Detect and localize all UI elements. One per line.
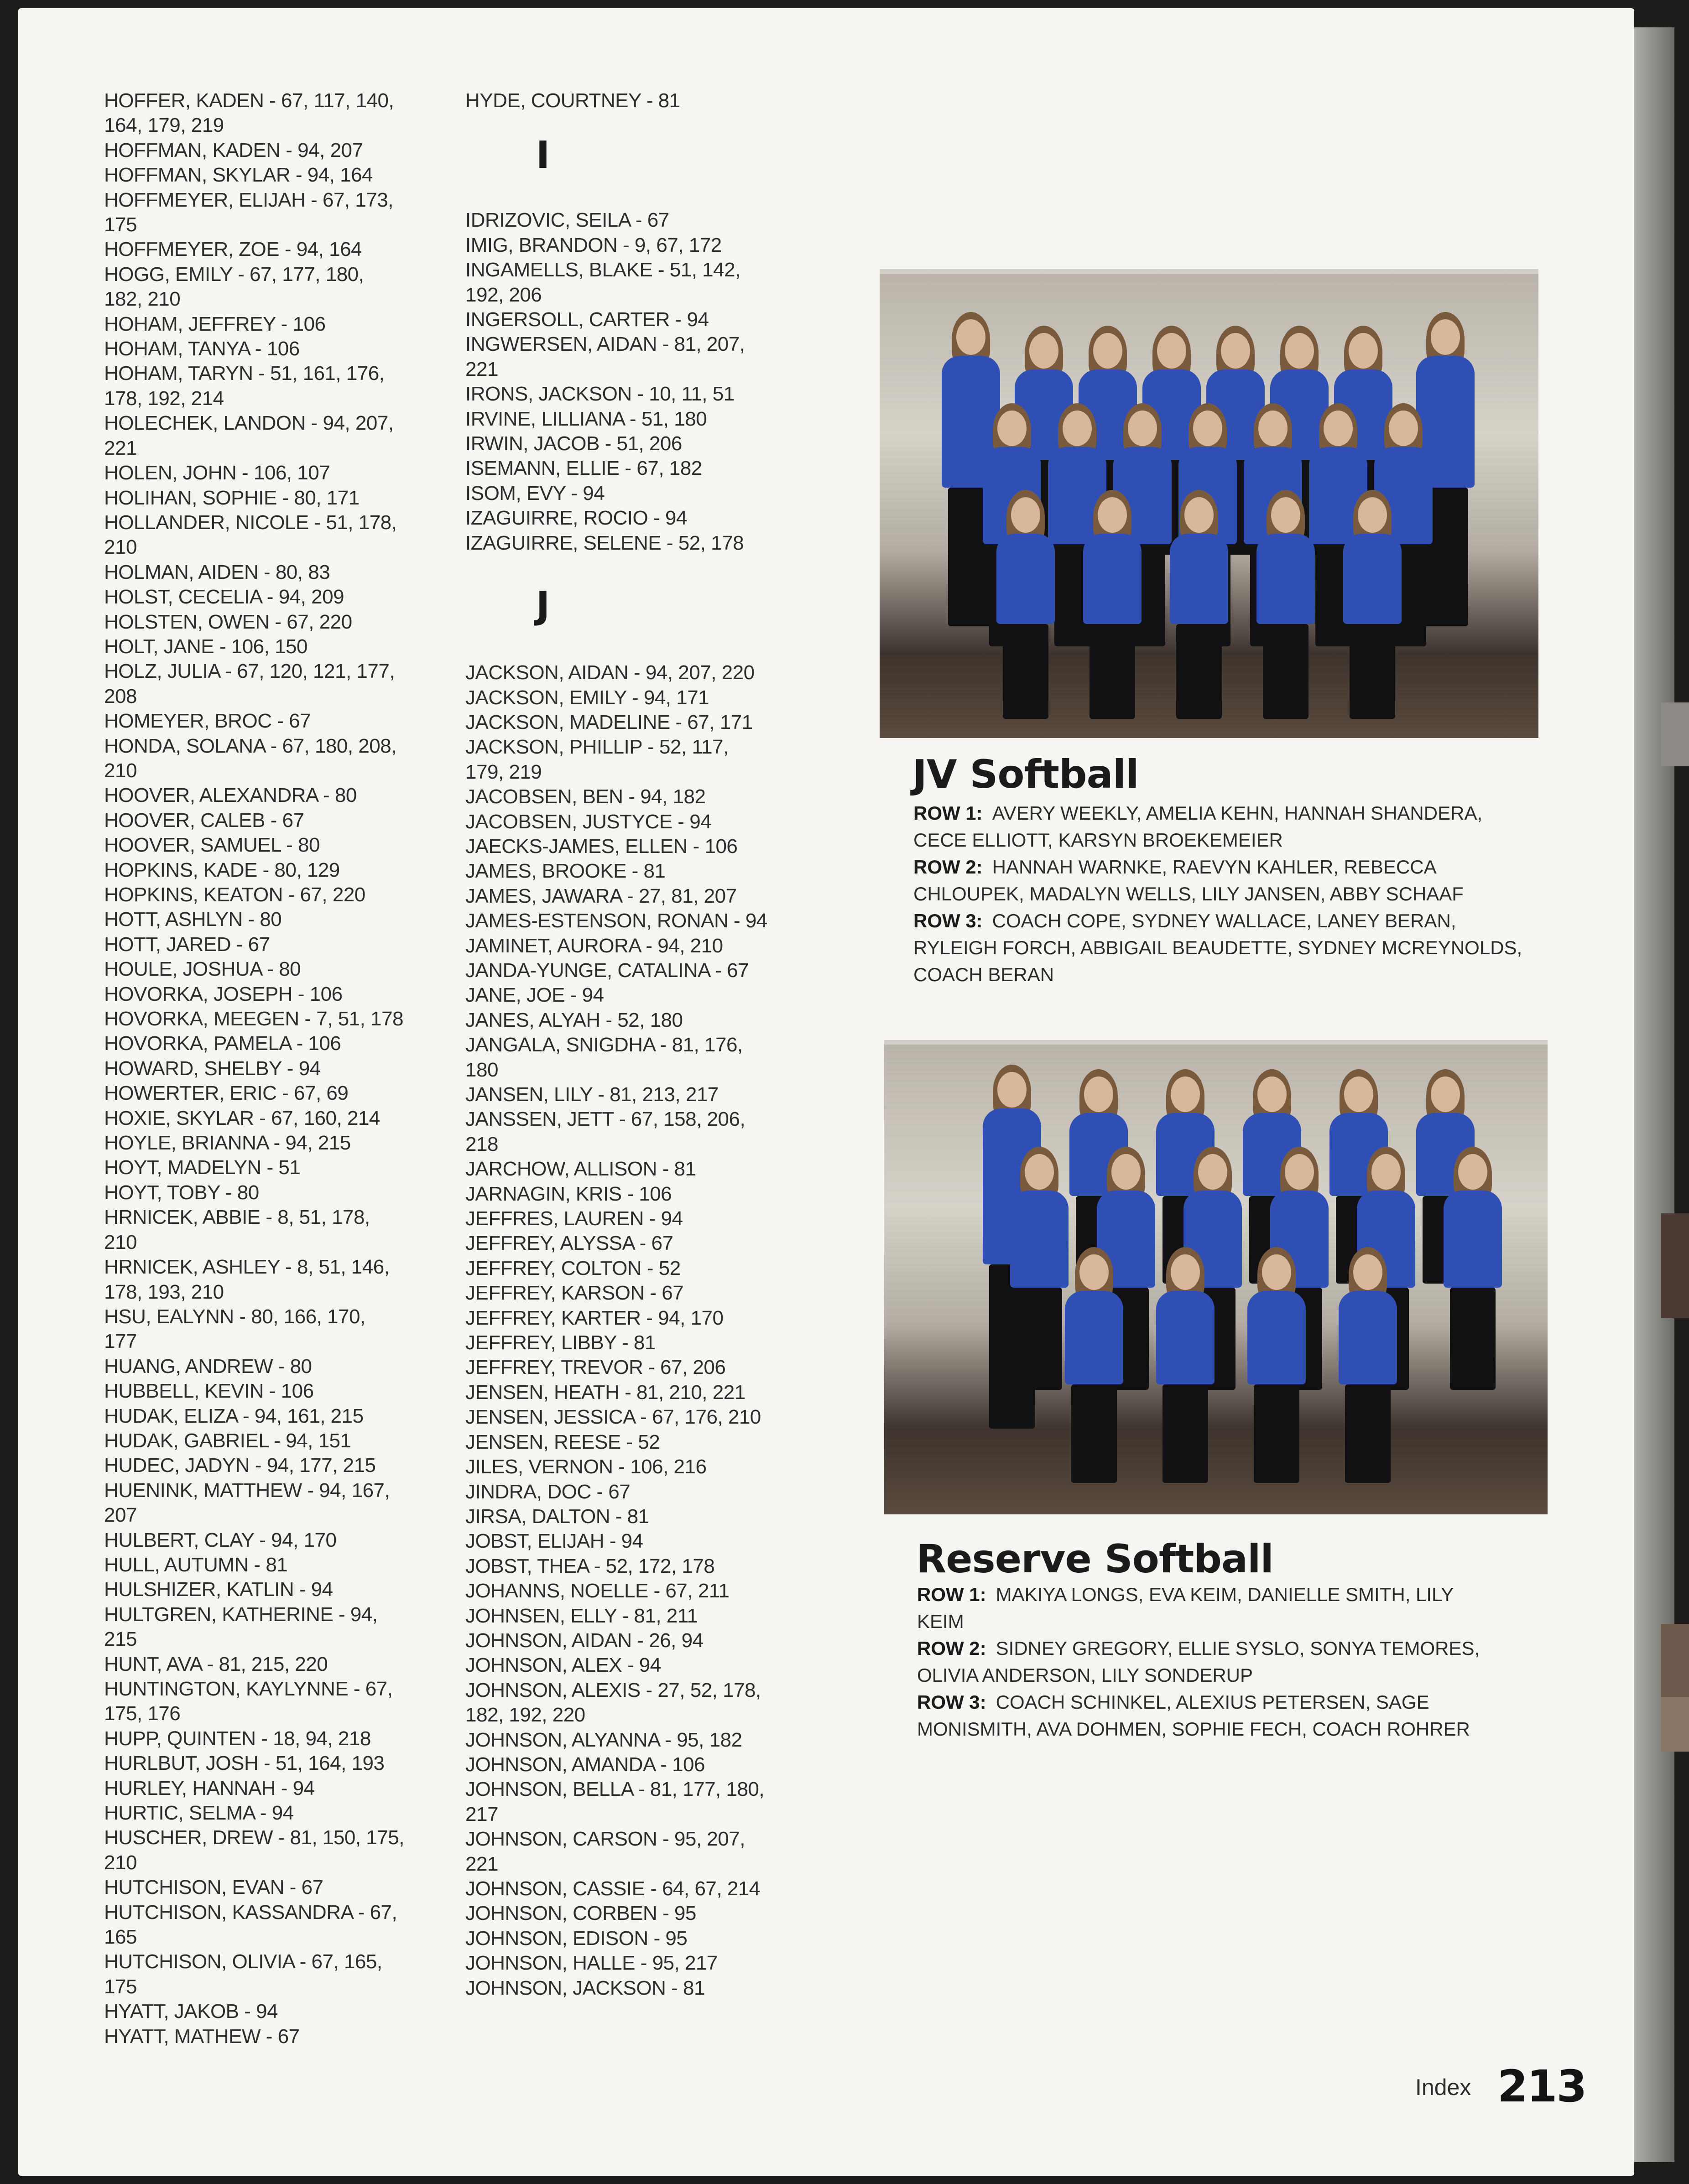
- index-entry: JOHNSON, CARSON - 95, 207,: [465, 1828, 745, 1851]
- index-entry: JIRSA, DALTON - 81: [465, 1505, 649, 1528]
- row-label: ROW 3:: [913, 910, 983, 931]
- index-entry: HULSHIZER, KATLIN - 94: [104, 1578, 333, 1601]
- index-entry: HOFFMEYER, ZOE - 94, 164: [104, 238, 362, 261]
- index-entry: IRONS, JACKSON - 10, 11, 51: [465, 383, 735, 406]
- index-entry: HOLEN, JOHN - 106, 107: [104, 462, 330, 484]
- row-names: MAKIYA LONGS, EVA KEIM, DANIELLE SMITH, LILY: [996, 1584, 1454, 1605]
- index-entry: 175: [104, 213, 137, 236]
- index-entry: 175: [104, 1975, 137, 1998]
- row-names: CHLOUPEK, MADALYN WELLS, LILY JANSEN, ABBY SCHAAF: [913, 883, 1464, 905]
- index-entry: 180: [465, 1058, 498, 1081]
- index-entry: JOBST, ELIJAH - 94: [465, 1530, 643, 1553]
- book-edge-tab: [1661, 702, 1689, 766]
- jv-softball-team-photo: [880, 269, 1538, 738]
- row-names: COACH SCHINKEL, ALEXIUS PETERSEN, SAGE: [996, 1691, 1429, 1713]
- row-label: ROW 2:: [913, 856, 983, 878]
- index-entry: JOHNSON, JACKSON - 81: [465, 1976, 705, 1999]
- index-entry: HOGG, EMILY - 67, 177, 180,: [104, 263, 364, 286]
- index-entry: IZAGUIRRE, SELENE - 52, 178: [465, 531, 744, 554]
- index-entry: ISEMANN, ELLIE - 67, 182: [465, 457, 702, 480]
- caption-line: [913, 853, 1561, 880]
- section-letter-i: I: [536, 134, 550, 177]
- row-names: CECE ELLIOTT, KARSYN BROEKEMEIER: [913, 829, 1283, 851]
- index-entry: HOHAM, TARYN - 51, 161, 176,: [104, 362, 385, 385]
- team-member: [1336, 1250, 1400, 1496]
- index-entry: 221: [465, 1852, 498, 1875]
- index-entry: HOHAM, JEFFREY - 106: [104, 312, 326, 335]
- index-entry: HOLT, JANE - 106, 150: [104, 635, 308, 658]
- index-entry: JEFFREY, KARSON - 67: [465, 1282, 684, 1305]
- index-entry: HOPKINS, KEATON - 67, 220: [104, 884, 365, 906]
- index-entry: HOLZ, JULIA - 67, 120, 121, 177,: [104, 660, 395, 683]
- index-entry: JAMINET, AURORA - 94, 210: [465, 934, 723, 957]
- caption-line: [913, 800, 1561, 827]
- index-entry: 221: [104, 437, 137, 459]
- index-entry: JENSEN, REESE - 52: [465, 1430, 660, 1453]
- team-member: [1167, 493, 1231, 730]
- index-entry: 177: [104, 1330, 137, 1353]
- index-entry: HURLEY, HANNAH - 94: [104, 1777, 315, 1799]
- index-entry: HUSCHER, DREW - 81, 150, 175,: [104, 1826, 404, 1849]
- index-entry: HOYLE, BRIANNA - 94, 215: [104, 1132, 351, 1154]
- index-entry: JOHNSON, CORBEN - 95: [465, 1902, 696, 1925]
- index-entry: HUPP, QUINTEN - 18, 94, 218: [104, 1727, 371, 1750]
- index-entry: HOTT, ASHLYN - 80: [104, 908, 282, 931]
- index-entry: HUANG, ANDREW - 80: [104, 1355, 312, 1378]
- index-entry: JEFFREY, TREVOR - 67, 206: [465, 1356, 726, 1379]
- index-entry: 210: [104, 1851, 137, 1874]
- row-names: SIDNEY GREGORY, ELLIE SYSLO, SONYA TEMORES,: [996, 1638, 1480, 1659]
- index-entry: HULTGREN, KATHERINE - 94,: [104, 1603, 378, 1626]
- index-entry: JANSEN, LILY - 81, 213, 217: [465, 1083, 719, 1106]
- index-entry: JOHNSON, AMANDA - 106: [465, 1753, 705, 1776]
- index-entry: JANES, ALYAH - 52, 180: [465, 1009, 683, 1031]
- index-entry: JACKSON, EMILY - 94, 171: [465, 686, 709, 709]
- jv-softball-caption: [913, 800, 1561, 988]
- index-entry: HUDAK, ELIZA - 94, 161, 215: [104, 1404, 364, 1427]
- index-entry: IZAGUIRRE, ROCIO - 94: [465, 507, 687, 530]
- index-entry: JANDA-YUNGE, CATALINA - 67: [465, 959, 749, 982]
- index-entry: JAMES-ESTENSON, RONAN - 94: [465, 910, 767, 932]
- index-entry: JOHNSON, CASSIE - 64, 67, 214: [465, 1877, 760, 1900]
- index-entry: JOHNSON, ALEX - 94: [465, 1654, 661, 1677]
- index-entry: HUNT, AVA - 81, 215, 220: [104, 1653, 328, 1675]
- index-entry: JEFFRES, LAUREN - 94: [465, 1207, 683, 1230]
- index-entry: HOFFMAN, SKYLAR - 94, 164: [104, 164, 373, 187]
- index-entry: HUTCHISON, OLIVIA - 67, 165,: [104, 1950, 382, 1973]
- index-entry: JAECKS-JAMES, ELLEN - 106: [465, 835, 738, 858]
- index-entry: JILES, VERNON - 106, 216: [465, 1456, 707, 1478]
- caption-line: [913, 934, 1561, 961]
- index-entry: JOHNSEN, ELLY - 81, 211: [465, 1604, 698, 1627]
- row-label: ROW 1:: [917, 1584, 986, 1605]
- index-entry: 208: [104, 685, 137, 707]
- index-entry: HOYT, TOBY - 80: [104, 1181, 259, 1204]
- caption-line: [917, 1608, 1565, 1635]
- reserve-softball-title: Reserve Softball: [916, 1536, 1273, 1582]
- book-edge-tab: [1661, 1697, 1689, 1752]
- index-entry: HOLST, CECELIA - 94, 209: [104, 586, 344, 608]
- page-number: 213: [1497, 2061, 1586, 2112]
- index-entry: HUBBELL, KEVIN - 106: [104, 1380, 314, 1403]
- index-entry: 215: [104, 1628, 137, 1651]
- index-entry: HYATT, MATHEW - 67: [104, 2025, 300, 2048]
- index-entry: JEFFREY, LIBBY - 81: [465, 1331, 656, 1354]
- caption-line: [917, 1716, 1565, 1742]
- index-entry: JARNAGIN, KRIS - 106: [465, 1182, 672, 1205]
- index-entry: 182, 210: [104, 288, 181, 311]
- index-entry: 192, 206: [465, 283, 542, 306]
- book-edge-tab: [1661, 1624, 1689, 1701]
- index-entry: HOVORKA, MEEGEN - 7, 51, 178: [104, 1008, 404, 1030]
- index-column-1: [104, 88, 460, 2049]
- row-label: ROW 2:: [917, 1638, 986, 1659]
- index-entry: JACKSON, AIDAN - 94, 207, 220: [465, 661, 755, 684]
- index-entry: HUDAK, GABRIEL - 94, 151: [104, 1429, 351, 1452]
- index-entry: HSU, EALYNN - 80, 166, 170,: [104, 1305, 365, 1328]
- index-entry: JACKSON, MADELINE - 67, 171: [465, 711, 753, 733]
- index-entry: INGAMELLS, BLAKE - 51, 142,: [465, 259, 740, 281]
- index-entry: HURTIC, SELMA - 94: [104, 1802, 294, 1825]
- index-entry: HUTCHISON, EVAN - 67: [104, 1876, 323, 1899]
- row-names: COACH COPE, SYDNEY WALLACE, LANEY BERAN,: [992, 910, 1456, 931]
- index-entry: HOWERTER, ERIC - 67, 69: [104, 1082, 349, 1105]
- index-entry: JOHNSON, ALYANNA - 95, 182: [465, 1728, 742, 1751]
- index-entry: HOLLANDER, NICOLE - 51, 178,: [104, 511, 397, 534]
- index-entry: 217: [465, 1803, 498, 1825]
- index-entry: HUDEC, JADYN - 94, 177, 215: [104, 1454, 376, 1477]
- index-entry: JOHANNS, NOELLE - 67, 211: [465, 1580, 730, 1602]
- index-entry: JOHNSON, EDISON - 95: [465, 1927, 688, 1950]
- index-entry: JANE, JOE - 94: [465, 984, 604, 1007]
- index-entry: 182, 192, 220: [465, 1704, 585, 1726]
- index-entry: HOLECHEK, LANDON - 94, 207,: [104, 412, 394, 435]
- index-entry: HUENINK, MATTHEW - 94, 167,: [104, 1479, 390, 1502]
- index-entry: JOHNSON, BELLA - 81, 177, 180,: [465, 1778, 765, 1801]
- caption-line: [913, 907, 1561, 934]
- index-entry: 221: [465, 358, 498, 380]
- index-entry: 210: [104, 759, 137, 782]
- index-entry: JACOBSEN, BEN - 94, 182: [465, 785, 706, 808]
- team-member: [1007, 1149, 1071, 1405]
- index-entry: HOFFMAN, KADEN - 94, 207: [104, 139, 363, 161]
- jv-softball-title: JV Softball: [912, 752, 1139, 797]
- team-member: [1254, 493, 1318, 730]
- index-entry: JARCHOW, ALLISON - 81: [465, 1158, 696, 1180]
- index-entry: HYATT, JAKOB - 94: [104, 2000, 278, 2023]
- caption-line: [913, 827, 1561, 853]
- index-entry: HOXIE, SKYLAR - 67, 160, 214: [104, 1107, 380, 1129]
- index-entry: IRVINE, LILLIANA - 51, 180: [465, 407, 707, 430]
- caption-line: [917, 1662, 1565, 1689]
- row-names: OLIVIA ANDERSON, LILY SONDERUP: [917, 1664, 1253, 1686]
- index-entry: HOTT, JARED - 67: [104, 933, 270, 956]
- index-entry: 178, 193, 210: [104, 1280, 224, 1303]
- row-names: RYLEIGH FORCH, ABBIGAIL BEAUDETTE, SYDNEY MCREYNOLDS,: [913, 937, 1522, 958]
- index-entry: 210: [104, 536, 137, 559]
- index-entry: JEFFREY, COLTON - 52: [465, 1257, 681, 1279]
- index-entry: 178, 192, 214: [104, 387, 224, 410]
- caption-line: [913, 880, 1561, 907]
- index-entry: HOLMAN, AIDEN - 80, 83: [104, 561, 330, 583]
- footer-section-label: Index: [1415, 2075, 1471, 2100]
- index-entry: 164, 179, 219: [104, 114, 224, 137]
- index-entry: 179, 219: [465, 760, 542, 783]
- index-entry: INGWERSEN, AIDAN - 81, 207,: [465, 333, 745, 356]
- team-member: [1340, 493, 1404, 730]
- index-entry: HOOVER, CALEB - 67: [104, 809, 304, 832]
- index-entry: HULBERT, CLAY - 94, 170: [104, 1529, 337, 1551]
- index-entry: ISOM, EVY - 94: [465, 482, 605, 504]
- index-entry: 207: [104, 1504, 137, 1527]
- index-entry: JEFFREY, KARTER - 94, 170: [465, 1306, 724, 1329]
- index-entry: JACKSON, PHILLIP - 52, 117,: [465, 736, 729, 759]
- index-entry: HOOVER, SAMUEL - 80: [104, 834, 320, 857]
- index-entry: JAMES, BROOKE - 81: [465, 860, 666, 883]
- index-entry: HUNTINGTON, KAYLYNNE - 67,: [104, 1678, 393, 1700]
- section-letter-j: J: [536, 584, 550, 628]
- index-entry: HRNICEK, ASHLEY - 8, 51, 146,: [104, 1256, 390, 1279]
- index-entry: HOWARD, SHELBY - 94: [104, 1057, 321, 1080]
- index-entry: HONDA, SOLANA - 67, 180, 208,: [104, 734, 396, 757]
- team-member: [1153, 1250, 1217, 1496]
- index-entry: HOVORKA, JOSEPH - 106: [104, 983, 343, 1005]
- index-entry: HOFFMEYER, ELIJAH - 67, 173,: [104, 188, 393, 211]
- index-entry: JOHNSON, AIDAN - 26, 94: [465, 1629, 704, 1652]
- index-entry: 165: [104, 1926, 137, 1949]
- caption-line: [917, 1635, 1565, 1662]
- index-entry: JENSEN, JESSICA - 67, 176, 210: [465, 1406, 761, 1429]
- team-member: [1080, 493, 1144, 730]
- index-entry: JENSEN, HEATH - 81, 210, 221: [465, 1381, 745, 1404]
- index-entry: JOHNSON, HALLE - 95, 217: [465, 1952, 718, 1975]
- team-member: [1245, 1250, 1308, 1496]
- index-entry: HYDE, COURTNEY - 81: [465, 89, 680, 112]
- caption-line: [917, 1581, 1565, 1608]
- book-edge-tab: [1661, 1213, 1689, 1318]
- row-label: ROW 1:: [913, 802, 983, 824]
- index-entry: HOPKINS, KADE - 80, 129: [104, 858, 340, 881]
- index-entry: INGERSOLL, CARTER - 94: [465, 308, 709, 331]
- reserve-softball-team-photo: [884, 1040, 1548, 1514]
- row-names: AVERY WEEKLY, AMELIA KEHN, HANNAH SHANDERA,: [992, 802, 1483, 824]
- index-entry: JOBST, THEA - 52, 172, 178: [465, 1555, 715, 1577]
- index-entry: HOFFER, KADEN - 67, 117, 140,: [104, 89, 394, 112]
- reserve-softball-caption: [917, 1581, 1565, 1742]
- row-names: MONISMITH, AVA DOHMEN, SOPHIE FECH, COACH ROHRER: [917, 1718, 1470, 1740]
- index-entry: JACOBSEN, JUSTYCE - 94: [465, 810, 712, 833]
- index-entry: 218: [465, 1133, 498, 1155]
- index-entry: HOOVER, ALEXANDRA - 80: [104, 784, 357, 807]
- index-entry: HOVORKA, PAMELA - 106: [104, 1032, 341, 1055]
- index-entry: IRWIN, JACOB - 51, 206: [465, 432, 682, 455]
- index-entry: IMIG, BRANDON - 9, 67, 172: [465, 234, 722, 256]
- index-entry: 210: [104, 1231, 137, 1253]
- index-entry: HUTCHISON, KASSANDRA - 67,: [104, 1901, 397, 1924]
- team-member: [994, 493, 1058, 730]
- team-member: [1062, 1250, 1126, 1496]
- index-entry: IDRIZOVIC, SEILA - 67: [465, 209, 669, 232]
- index-entry: HRNICEK, ABBIE - 8, 51, 178,: [104, 1206, 370, 1229]
- caption-line: [917, 1689, 1565, 1716]
- index-entry: JANGALA, SNIGDHA - 81, 176,: [465, 1034, 743, 1056]
- index-entry: HURLBUT, JOSH - 51, 164, 193: [104, 1752, 385, 1775]
- caption-line: [913, 961, 1561, 988]
- row-names: KEIM: [917, 1611, 964, 1632]
- index-entry: 175, 176: [104, 1702, 181, 1725]
- index-entry: HOLIHAN, SOPHIE - 80, 171: [104, 486, 360, 509]
- index-entry: JOHNSON, ALEXIS - 27, 52, 178,: [465, 1679, 761, 1701]
- row-names: HANNAH WARNKE, RAEVYN KAHLER, REBECCA: [992, 856, 1437, 878]
- index-entry: JANSSEN, JETT - 67, 158, 206,: [465, 1108, 745, 1131]
- index-entry: JINDRA, DOC - 67: [465, 1480, 631, 1503]
- row-names: COACH BERAN: [913, 964, 1054, 985]
- index-entry: HOHAM, TANYA - 106: [104, 338, 300, 360]
- index-entry: HOYT, MADELYN - 51: [104, 1156, 301, 1179]
- row-label: ROW 3:: [917, 1691, 986, 1713]
- index-entry: HULL, AUTUMN - 81: [104, 1553, 288, 1576]
- index-entry: JEFFREY, ALYSSA - 67: [465, 1232, 673, 1255]
- index-entry: JAMES, JAWARA - 27, 81, 207: [465, 884, 737, 907]
- index-entry: HOULE, JOSHUA - 80: [104, 958, 301, 981]
- index-entry: HOMEYER, BROC - 67: [104, 710, 311, 733]
- team-member: [1441, 1149, 1505, 1405]
- index-entry: HOLSTEN, OWEN - 67, 220: [104, 610, 352, 633]
- index-column-2: [465, 88, 812, 2001]
